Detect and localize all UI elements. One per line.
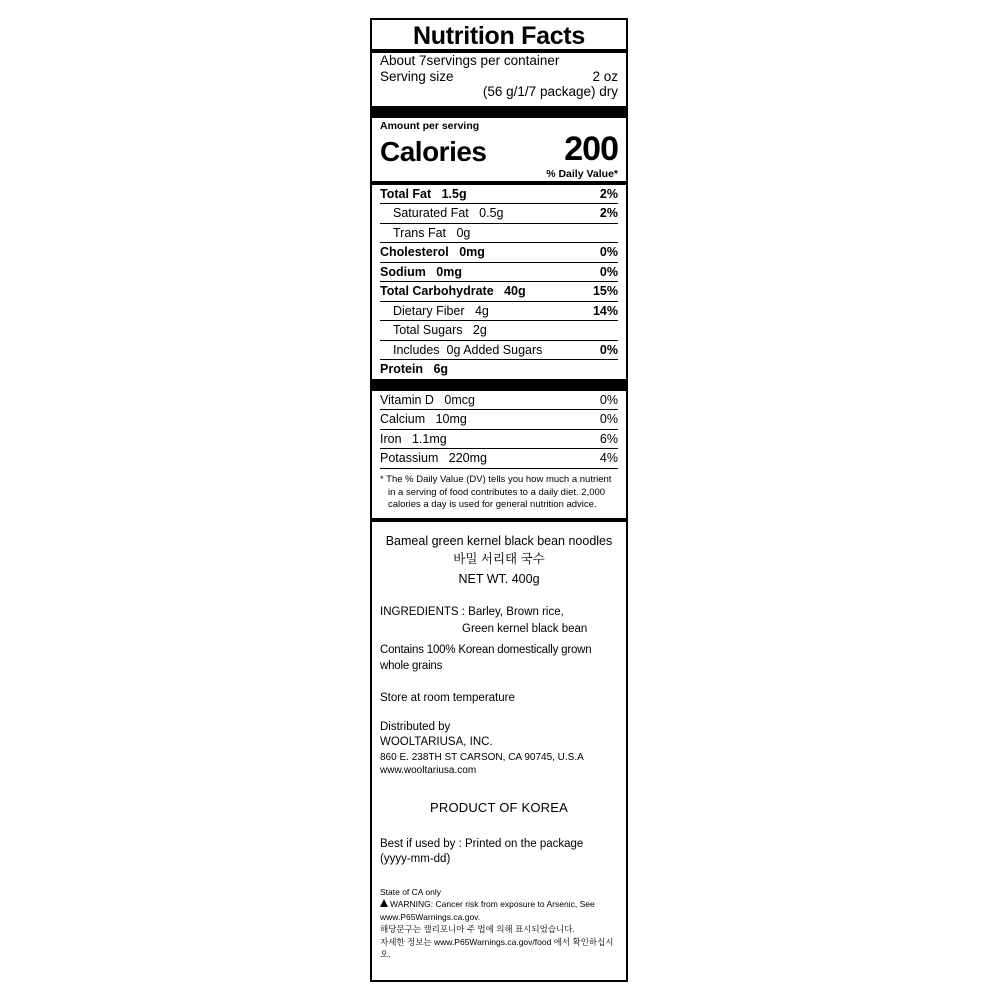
- table-row: [380, 391, 618, 411]
- nutrient-dv: 4%: [599, 451, 618, 466]
- best-if-line-2: (yyyy-mm-dd): [380, 853, 451, 866]
- product-info: [372, 522, 626, 961]
- product-name-korean: 바밀 서리태 국수: [453, 552, 545, 567]
- label-header: [372, 23, 626, 49]
- nutrient-dv: 0%: [599, 392, 618, 407]
- table-row: [380, 243, 618, 263]
- daily-value-header: % Daily Value*: [546, 167, 618, 180]
- nutrient-amount: 0mg: [459, 245, 485, 260]
- amount-per-serving-label: Amount per serving: [380, 119, 480, 132]
- nutrient-dv: 2%: [599, 186, 618, 201]
- divider-under-calories: [372, 166, 626, 185]
- micronutrient-rows: [372, 391, 626, 469]
- calories-value: 200: [564, 129, 618, 168]
- table-row: [380, 430, 618, 450]
- nutrient-amount: 1.1mg: [411, 431, 447, 446]
- nutrient-dv: 15%: [592, 284, 618, 299]
- table-row: [380, 263, 618, 283]
- nutrient-name: Total Carbohydrate: [380, 284, 494, 299]
- nutrient-name: Cholesterol: [380, 245, 449, 260]
- table-row: [380, 410, 618, 430]
- servings-per-container: About 7servings per container: [380, 53, 560, 69]
- nutrient-amount: 40g: [504, 284, 526, 299]
- prop65-url[interactable]: www.P65Warnings.ca.gov.: [380, 911, 481, 922]
- product-name: Bameal green kernel black bean noodles: [385, 534, 613, 549]
- nutrient-dv: 0%: [599, 342, 618, 357]
- serving-size-value: 2 oz: [592, 68, 618, 84]
- storage-instruction: Store at room temperature: [380, 691, 515, 704]
- distributor-website[interactable]: www.wooltariusa.com: [380, 765, 477, 777]
- nutrient-name: Potassium: [380, 451, 439, 466]
- table-row: [380, 282, 618, 302]
- nutrient-amount: 4g: [474, 303, 489, 318]
- table-row: [380, 204, 618, 224]
- nutrient-name: Total Fat: [380, 186, 432, 201]
- nutrient-dv: 0%: [599, 412, 618, 427]
- footnote-line-2: in a serving of food contributes to a daily diet. 2,000: [388, 486, 606, 498]
- warning-triangle-icon: [380, 899, 388, 907]
- serving-info: [372, 53, 626, 100]
- prop65-state-line: State of CA only: [380, 886, 441, 897]
- distributor-name: WOOLTARIUSA, INC.: [380, 736, 493, 749]
- table-row: [380, 341, 618, 361]
- footnote-line-1: * The % Daily Value (DV) tells you how much a nutrient: [380, 473, 612, 485]
- nutrient-dv: 6%: [599, 431, 618, 446]
- nutrient-amount: 6g: [433, 362, 449, 377]
- serving-size-sub: (56 g/1/7 package) dry: [482, 84, 618, 100]
- calories-row: [380, 129, 618, 168]
- prop65-korean-line-2: 자세한 정보는 www.P65Warnings.ca.gov/food 에서 확인하십시오.: [380, 936, 614, 960]
- nutrient-name: Vitamin D: [380, 392, 434, 407]
- prop65-warning: [380, 886, 618, 961]
- distributor-block: [380, 720, 618, 778]
- nutrient-amount: 2g: [472, 323, 487, 338]
- distributor-address: 860 E. 238TH ST CARSON, CA 90745, U.S.A: [380, 751, 584, 763]
- table-row: [380, 185, 618, 205]
- ingredients: [380, 604, 618, 637]
- best-if-used-by: [380, 837, 618, 868]
- nutrient-name: Sodium: [380, 264, 426, 279]
- nutrient-name: Dietary Fiber: [393, 303, 465, 318]
- table-row: [380, 302, 618, 322]
- table-row: [380, 360, 618, 379]
- table-row: [380, 321, 618, 341]
- best-if-line-1: Best if used by : Printed on the package: [380, 837, 584, 850]
- nutrient-amount: 0mcg: [444, 392, 475, 407]
- table-row: [380, 224, 618, 244]
- nutrient-dv: 0%: [599, 264, 618, 279]
- nutrient-amount: 0mg: [436, 264, 462, 279]
- distributed-by-label: Distributed by: [380, 720, 451, 733]
- prop65-warning-text: WARNING: Cancer risk from exposure to Arsenic, See: [390, 899, 595, 910]
- nutrient-name: Trans Fat: [393, 225, 447, 240]
- footnote-line-3: calories a day is used for general nutrition advice.: [388, 499, 597, 511]
- nutrient-rows: [372, 185, 626, 379]
- prop65-warning-line: [380, 898, 618, 910]
- nutrient-dv: 0%: [599, 245, 618, 260]
- nutrient-name: Iron: [380, 431, 402, 446]
- nutrient-name: Protein: [380, 362, 424, 377]
- nutrient-amount: 10mg: [435, 412, 467, 427]
- nutrient-name: Saturated Fat: [393, 206, 469, 221]
- contains-statement: Contains 100% Korean domestically grown whole grains: [380, 643, 592, 672]
- net-weight: NET WT. 400g: [458, 572, 540, 587]
- nutrient-dv: 14%: [592, 303, 618, 318]
- nutrient-amount: 1.5g: [441, 186, 467, 201]
- nutrient-dv: 2%: [599, 206, 618, 221]
- page-title: Nutrition Facts: [413, 22, 585, 50]
- nutrient-name: Includes 0g Added Sugars: [393, 342, 543, 357]
- country-of-origin: PRODUCT OF KOREA: [429, 799, 569, 815]
- nutrient-name: Calcium: [380, 412, 426, 427]
- nutrient-amount: 220mg: [448, 451, 488, 466]
- nutrition-facts-label: [370, 18, 628, 982]
- prop65-korean-line-1: 해당문구는 캘리포니아 주 법에 의해 표시되었습니다.: [380, 923, 575, 934]
- table-row: [380, 449, 618, 469]
- ingredients-line-1: INGREDIENTS : Barley, Brown rice,: [380, 606, 564, 619]
- daily-value-footnote: [372, 469, 626, 518]
- serving-size-label: Serving size: [380, 68, 454, 84]
- ingredients-line-2: Green kernel black bean: [462, 623, 588, 636]
- nutrient-name: Total Sugars: [393, 323, 463, 338]
- divider-thick-top: [372, 106, 626, 118]
- divider-thick-bottom: [372, 379, 626, 391]
- calories-section: [372, 120, 626, 166]
- calories-label: Calories: [380, 135, 487, 167]
- serving-size-row: [380, 69, 618, 85]
- nutrient-amount: 0g: [456, 225, 471, 240]
- nutrient-amount: 0.5g: [479, 206, 504, 221]
